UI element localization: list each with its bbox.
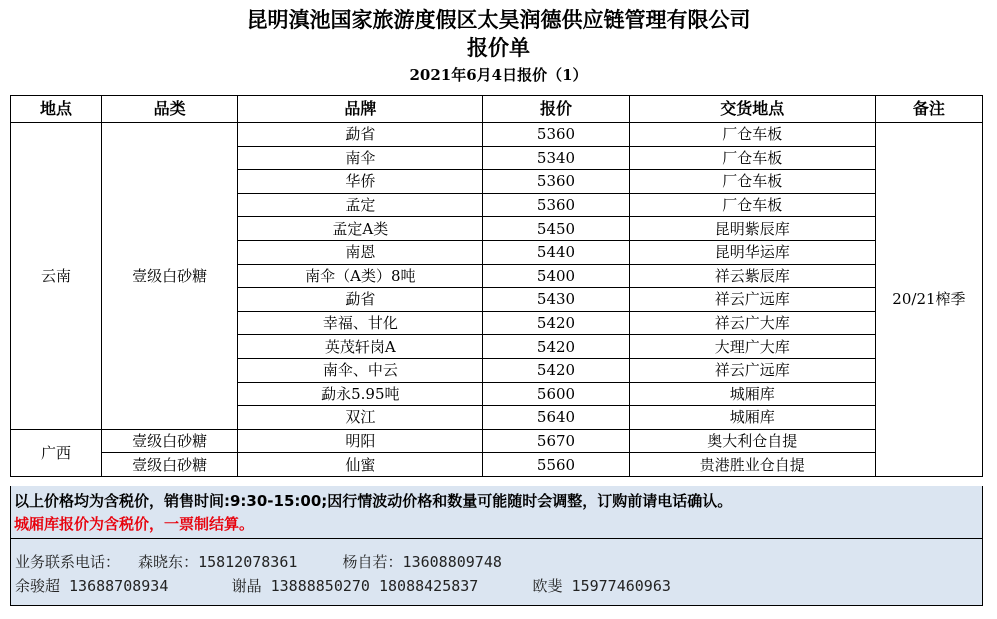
- delivery-cell: 昆明华运库: [629, 240, 875, 264]
- quote-date: 2021年6月4日报价（1）: [409, 66, 588, 84]
- table-row: [11, 429, 983, 453]
- price-cell: 5440: [483, 240, 629, 264]
- delivery-cell: 贵港胜业仓自提: [629, 453, 875, 477]
- brand-cell: 明阳: [238, 429, 483, 453]
- header-price: 报价: [483, 96, 629, 123]
- brand-cell: 英茂轩岗A: [238, 335, 483, 359]
- price-cell: 5360: [483, 193, 629, 217]
- brand-cell: 南恩: [238, 240, 483, 264]
- document-title: 报价单: [467, 35, 530, 60]
- category-cell: 壹级白砂糖: [102, 429, 238, 453]
- table-row: [11, 453, 983, 477]
- header-location: 地点: [11, 96, 102, 123]
- brand-cell: 勐永5.95吨: [238, 382, 483, 406]
- price-cell: 5670: [483, 429, 629, 453]
- price-cell: 5340: [483, 146, 629, 170]
- delivery-cell: 祥云广远库: [629, 288, 875, 312]
- delivery-cell: 厂仓车板: [629, 123, 875, 147]
- contact-line-2: 余骏超 13688708934 谢晶 13888850270 18088425837 欧斐 15977460963: [15, 577, 671, 595]
- settlement-note: 城厢库报价为含税价，一票制结算。: [14, 515, 255, 533]
- price-note: 以上价格均为含税价，销售时间:9:30-15:00;因行情波动价格和数量可能随时会调整，订购前请电话确认。: [14, 492, 733, 510]
- price-cell: 5400: [483, 264, 629, 288]
- price-cell: 5450: [483, 217, 629, 241]
- notes-panel: [10, 486, 983, 539]
- delivery-cell: 昆明紫辰库: [629, 217, 875, 241]
- contacts-panel: [10, 538, 983, 606]
- brand-cell: 南伞、中云: [238, 358, 483, 382]
- brand-cell: 双江: [238, 406, 483, 430]
- price-cell: 5640: [483, 406, 629, 430]
- table-row: [11, 123, 983, 147]
- delivery-cell: 祥云广远库: [629, 358, 875, 382]
- price-cell: 5420: [483, 311, 629, 335]
- delivery-cell: 城厢库: [629, 382, 875, 406]
- header-delivery: 交货地点: [629, 96, 875, 123]
- region-cell: 广西: [11, 429, 102, 476]
- company-name: 昆明滇池国家旅游度假区太昊润德供应链管理有限公司: [246, 7, 751, 32]
- header-brand: 品牌: [238, 96, 483, 123]
- brand-cell: 勐省: [238, 288, 483, 312]
- brand-cell: 孟定: [238, 193, 483, 217]
- brand-cell: 华侨: [238, 170, 483, 194]
- header-category: 品类: [102, 96, 238, 123]
- region-cell: 云南: [11, 123, 102, 430]
- delivery-cell: 祥云广大库: [629, 311, 875, 335]
- delivery-cell: 城厢库: [629, 406, 875, 430]
- brand-cell: 勐省: [238, 123, 483, 147]
- price-cell: 5560: [483, 453, 629, 477]
- price-table: [10, 95, 983, 477]
- brand-cell: 孟定A类: [238, 217, 483, 241]
- delivery-cell: 厂仓车板: [629, 146, 875, 170]
- price-cell: 5360: [483, 123, 629, 147]
- delivery-cell: 厂仓车板: [629, 193, 875, 217]
- price-cell: 5360: [483, 170, 629, 194]
- delivery-cell: 厂仓车板: [629, 170, 875, 194]
- price-cell: 5430: [483, 288, 629, 312]
- delivery-cell: 祥云紫辰库: [629, 264, 875, 288]
- price-cell: 5420: [483, 335, 629, 359]
- brand-cell: 南伞（A类）8吨: [238, 264, 483, 288]
- category-cell: 壹级白砂糖: [102, 123, 238, 430]
- contact-line-1: 业务联系电话： 森晓东：15812078361 杨自若：13608809748: [15, 553, 502, 571]
- header-row: [11, 96, 983, 123]
- category-cell: 壹级白砂糖: [102, 453, 238, 477]
- delivery-cell: 奥大利仓自提: [629, 429, 875, 453]
- delivery-cell: 大理广大库: [629, 335, 875, 359]
- brand-cell: 仙蜜: [238, 453, 483, 477]
- price-cell: 5600: [483, 382, 629, 406]
- brand-cell: 幸福、甘化: [238, 311, 483, 335]
- remark-cell: 20/21榨季: [875, 123, 982, 477]
- brand-cell: 南伞: [238, 146, 483, 170]
- header-remark: 备注: [875, 96, 982, 123]
- price-cell: 5420: [483, 358, 629, 382]
